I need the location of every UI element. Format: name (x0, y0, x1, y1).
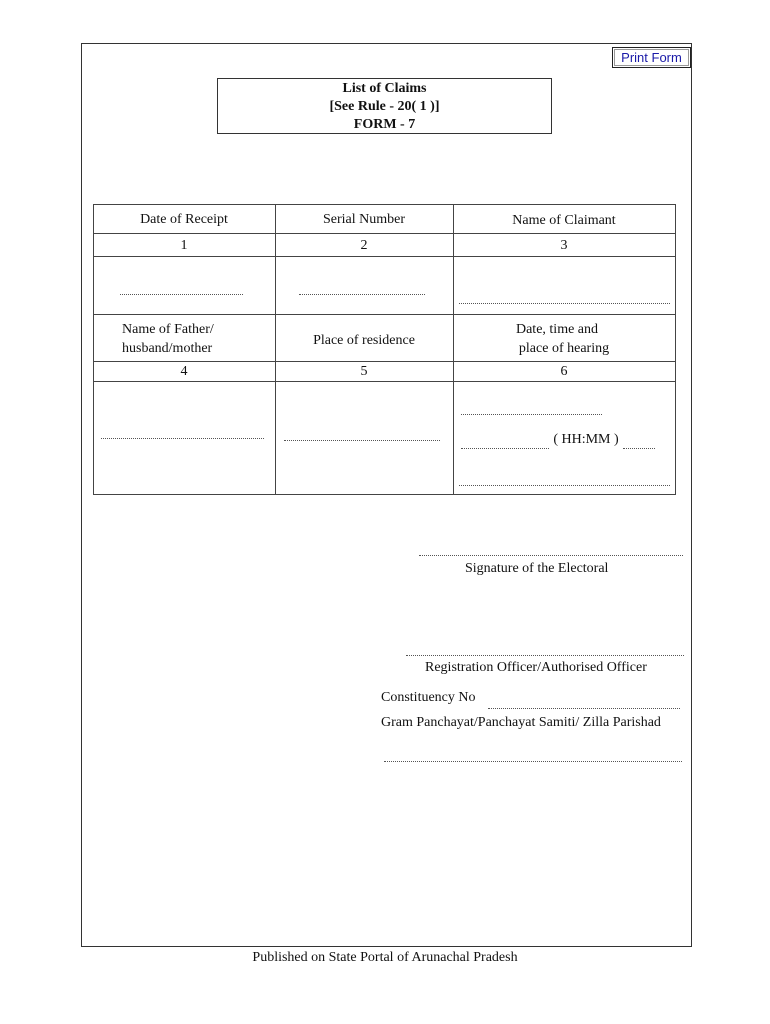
col-number-3: 3 (560, 238, 568, 253)
table-rule (93, 256, 676, 257)
header-line: husband/mother (122, 341, 213, 356)
col-number-2: 2 (360, 238, 368, 253)
header-date-time-place-of-hearing (453, 320, 675, 358)
time-format-label: ( HH:MM ) (553, 432, 619, 447)
table-rule (93, 494, 676, 495)
col-number-5: 5 (360, 364, 368, 379)
header-line: place of hearing (518, 341, 610, 356)
header-name-of-claimant: Name of Claimant (512, 213, 616, 228)
officer-signature-field[interactable] (406, 655, 684, 656)
table-rule (93, 314, 676, 315)
header-name-of-father (93, 320, 304, 358)
table-rule (93, 233, 676, 234)
form-title: List of Claims (342, 81, 427, 96)
col-number-6: 6 (560, 364, 568, 379)
officer-label: Registration Officer/Authorised Officer (425, 660, 647, 675)
hearing-date-field[interactable] (461, 414, 602, 415)
serial-number-field[interactable] (299, 294, 425, 295)
panchayat-field[interactable] (384, 761, 682, 762)
form-title-box (217, 78, 552, 134)
table-rule (93, 381, 676, 382)
claims-table (93, 204, 676, 495)
name-of-father-field[interactable] (101, 438, 264, 439)
header-date-of-receipt: Date of Receipt (140, 212, 228, 227)
col-number-4: 4 (180, 364, 188, 379)
hearing-time-field[interactable] (461, 448, 549, 449)
date-of-receipt-field[interactable] (120, 294, 243, 295)
panchayat-label: Gram Panchayat/Panchayat Samiti/ Zilla Parishad (381, 715, 661, 730)
electoral-signature-label: Signature of the Electoral (465, 561, 609, 576)
table-rule (93, 204, 676, 205)
footer-published: Published on State Portal of Arunachal Pradesh (252, 950, 518, 965)
hearing-place-field[interactable] (459, 485, 670, 486)
constituency-label: Constituency No (381, 690, 476, 705)
header-line: Date, time and (515, 322, 599, 337)
electoral-signature-field[interactable] (419, 555, 683, 556)
print-form-button[interactable]: Print Form (612, 47, 691, 68)
place-of-residence-field[interactable] (284, 440, 440, 441)
hearing-time-suffix-field[interactable] (623, 448, 655, 449)
form-number: FORM - 7 (353, 117, 416, 132)
form-rule: [See Rule - 20( 1 )] (329, 99, 440, 114)
page-border (81, 43, 692, 947)
header-line: Name of Father/ (122, 322, 214, 337)
col-number-1: 1 (180, 238, 188, 253)
header-serial-number: Serial Number (322, 212, 406, 227)
name-of-claimant-field[interactable] (459, 303, 670, 304)
header-place-of-residence: Place of residence (313, 333, 415, 348)
constituency-number-field[interactable] (488, 708, 680, 709)
table-rule (675, 204, 676, 495)
